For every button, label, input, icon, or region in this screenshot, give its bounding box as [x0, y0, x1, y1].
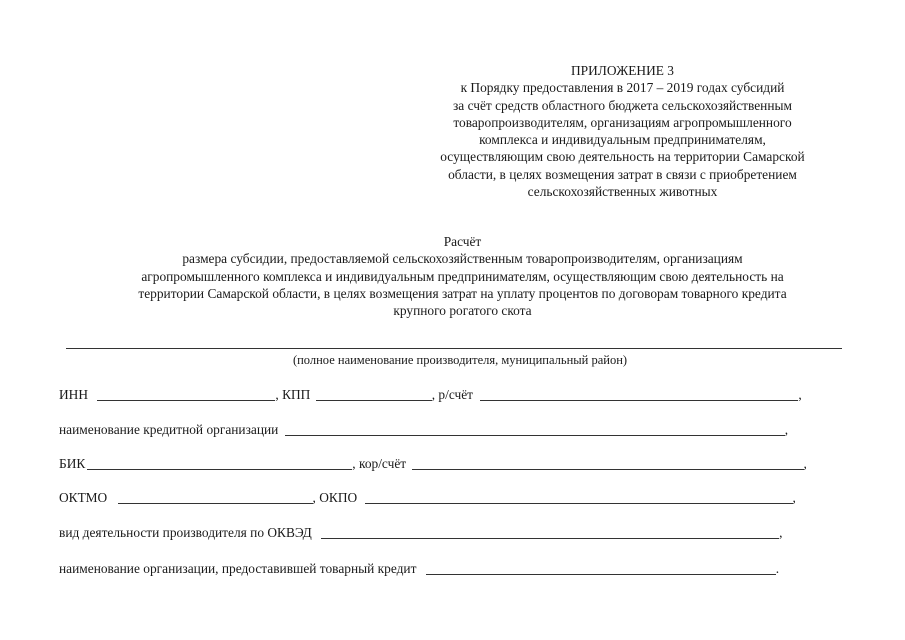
producer-name-line[interactable]: [66, 348, 842, 349]
corr-account-field[interactable]: [412, 456, 804, 470]
bik-field[interactable]: [87, 456, 352, 470]
kpp-field[interactable]: [316, 387, 432, 401]
calculation-line: территории Самарской области, в целях возмещения затрат на уплату процентов по договорам товарного кредита: [138, 285, 787, 301]
appendix-title: ПРИЛОЖЕНИЕ 3: [571, 63, 674, 78]
row-lender: [59, 560, 779, 578]
appendix-line: сельскохозяйственных животных: [527, 184, 718, 200]
appendix-line: комплекса и индивидуальным предпринимателям,: [479, 132, 766, 148]
oktmo-label: ОКТМО: [59, 490, 108, 505]
calculation-line: размера субсидии, предоставляемой сельскохозяйственным товаропроизводителям, организациям: [182, 251, 743, 267]
calculation-line: агропромышленного комплекса и индивидуальным предпринимателям, осуществляющим свою деятельность на: [141, 268, 784, 284]
account-label: , р/счёт: [431, 387, 474, 402]
calculation-title: Расчёт: [443, 234, 482, 249]
corr-account-label: , кор/счёт: [352, 456, 407, 471]
appendix-line: за счёт средств областного бюджета сельскохозяйственным: [452, 97, 792, 113]
kpp-label: , КПП: [275, 387, 311, 402]
okpo-label: , ОКПО: [312, 490, 358, 505]
okved-label: вид деятельности производителя по ОКВЭД: [59, 525, 312, 540]
okpo-field[interactable]: [365, 490, 793, 504]
calculation-line: крупного рогатого скота: [393, 303, 532, 319]
account-field[interactable]: [480, 387, 798, 401]
bik-label: БИК: [59, 456, 86, 471]
calculation-heading: [40, 233, 885, 319]
oktmo-field[interactable]: [118, 490, 313, 504]
row-comma: ,: [803, 456, 807, 471]
row-period: .: [775, 561, 780, 576]
row-inn-kpp-account: [59, 386, 802, 404]
okved-field[interactable]: [321, 525, 779, 539]
credit-org-label: наименование кредитной организации: [59, 422, 279, 437]
row-comma: ,: [784, 422, 789, 437]
appendix-header: [400, 62, 845, 200]
lender-label: наименование организации, предоставившей товарный кредит: [59, 561, 417, 576]
row-credit-org: [59, 421, 788, 439]
appendix-line: товаропроизводителям, организациям агропромышленного: [453, 114, 792, 130]
row-comma: ,: [798, 387, 802, 402]
inn-label: ИНН: [59, 387, 89, 402]
appendix-line: к Порядку предоставления в 2017 – 2019 годах субсидий: [460, 80, 785, 96]
row-comma: ,: [792, 490, 796, 505]
row-bik: [59, 455, 807, 473]
appendix-line: области, в целях возмещения затрат в связи с приобретением: [448, 166, 797, 182]
producer-caption: (полное наименование производителя, муниципальный район): [292, 353, 628, 367]
row-oktmo: [59, 489, 796, 507]
lender-field[interactable]: [426, 561, 776, 575]
row-okved: [59, 524, 782, 542]
credit-org-field[interactable]: [285, 422, 785, 436]
inn-field[interactable]: [97, 387, 275, 401]
row-comma: ,: [779, 525, 783, 540]
appendix-line: осуществляющим свою деятельность на территории Самарской: [440, 149, 805, 165]
